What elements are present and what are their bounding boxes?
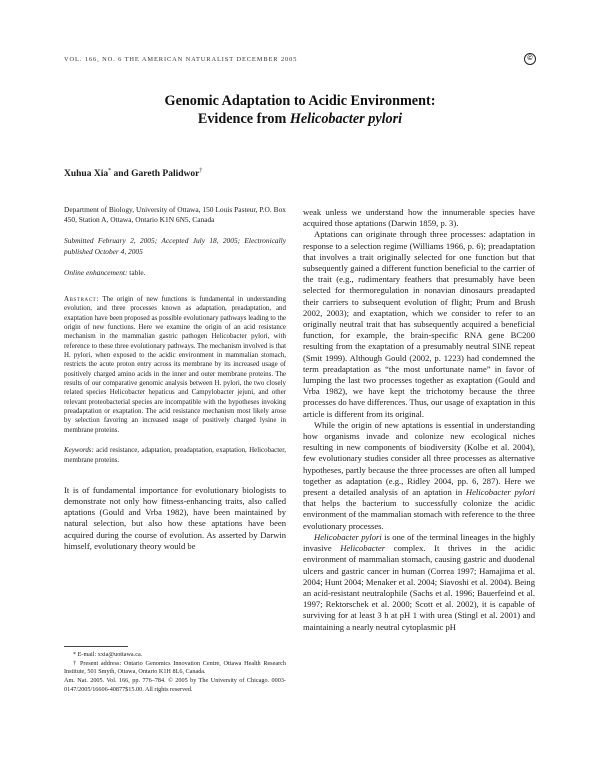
copyright-icon: ©: [524, 53, 536, 65]
authors: Xuhua Xia* and Gareth Palidwor†: [64, 168, 203, 180]
abstract-label: Abstract:: [64, 295, 99, 304]
keywords-text: acid resistance, adaptation, preadaptation, exaptation, Helicobacter, membrane proteins.: [64, 446, 286, 464]
body-paragraph-1: weak unless we understand how the innumerable species have acquired those aptations (Darwin 1859, p. 3).: [303, 207, 535, 229]
citation-line: Am. Nat. 2005. Vol. 166, pp. 776–784. © 2005 by The University of Chicago. 0003-0147/2005/16606-40877$15.00. All rights reserved.: [64, 677, 286, 693]
footnote-divider: [64, 646, 128, 647]
right-column: [303, 207, 535, 633]
author-1-mark: *: [108, 168, 112, 174]
author-1: Xuhua Xia: [64, 169, 109, 180]
page-header: [64, 56, 536, 70]
article-title: [80, 92, 520, 128]
footnote-email: * E-mail: xxia@uottawa.ca.: [73, 651, 143, 658]
body-paragraph-3: While the origin of new aptations is essential in understanding how organisms invade and colonize new ecological niches resulting in new components of biodiversity (Kolbe et al. 2004), few evolutionary studies consider all three processes as alternative hypotheses, partly because the three processes are often all lumped together as adaptation (e.g., Ridley 2004, pp. 6, 287). Here we present a detailed analysis of an aptation in Helicobacter pylori that helps the bacterium to successfully colonize the acidic environment of the mammalian stomach with reference to the three evolutionary processes.: [303, 419, 535, 531]
title-species: Helicobacter pylori: [289, 111, 403, 127]
footnotes: [64, 646, 286, 695]
intro-paragraph: It is of fundamental importance for evolutionary biologists to demonstrate not only how fitness-enhancing traits, also called aptations (Gould and Vrba 1982), have been maintained by natural selection, but also how these aptations have been acquired during the course of evolution. As asserted by Darwin himself, evolutionary theory would be: [64, 484, 286, 551]
left-column: [64, 205, 286, 552]
body-paragraph-2: Aptations can originate through three processes: adaptation in response to a selection regime (Williams 1966, p. 6); preadaptation that involves a trait originally selected for one function but that subsequently gained a different function beneficial to the carrier of the trait (e.g., rudimentary feathers that presumably have been selected for thermoregulation in nonavian dinosaurs preadapted their carriers to subsequent evolution of flight; Prum and Brush 2002, 2003); and exaptation, which we consider to refer to an originally neutral trait that has subsequently acquired a beneficial function, for example, the brain-specific RNA gene BC200 resulting from the exaptation of a presumably neutral SINE repeat (Smit 1999). Although Gould (2002, p. 1223) had condemned the term preadaptation as “the most unfortunate name” in favor of lumping the last two processes together as exaptation (Gould and Vrba 1982), we have kept the trichotomy because the three processes do have differences. Thus, our usage of exaptation in this article is different from its original.: [303, 229, 535, 419]
online-enhancement: Online enhancement: table.: [64, 267, 146, 277]
running-head: VOL. 166, NO. 6 THE AMERICAN NATURALIST DECEMBER 2005: [64, 56, 298, 63]
abstract-text: The origin of new functions is fundamental in understanding evolution, and three processes known as adaptation, preadaptation, and exaptation have been proposed as possible evolutionary pathways leading to the origin of new functions. Here we examine the origin of an acid resistance mechanism in the mammalian gastric pathogen Helicobacter pylori, with reference to these three evolutionary pathways. The mechanism involved is that H. pylori, when exposed to the acidic environment in mammalian stomach, restricts the acute proton entry across its membrane by its increased usage of positively charged amino acids in the inner and outer membrane proteins. The results of our comparative genomic analysis between H. pylori, the two closely related species Helicobacter hepaticus and Campylobacter jejuni, and other relevant proteobacterial species are incompatible with the hypotheses invoking preadaptation or exaptation. The acid resistance mechanism most likely arose by selection favoring an increased usage of positively charged lysine in membrane proteins.: [64, 295, 286, 434]
title-line-2: Evidence from Helicobacter pylori: [197, 111, 403, 127]
submission-dates: Submitted February 2, 2005; Accepted July 18, 2005; Electronically published October 4, 2005: [64, 236, 286, 256]
affiliation: Department of Biology, University of Ottawa, 150 Louis Pasteur, P.O. Box 450, Station A, Ottawa, Ontario K1N 6N5, Canada: [64, 205, 286, 225]
keywords-label: Keywords:: [64, 446, 94, 455]
abstract: [64, 295, 286, 435]
footnote-address: † Present address: Ontario Genomics Innovation Centre, Ottawa Health Research Institute, 501 Smyth, Ottawa, Ontario K1H 8L6, Canada.: [64, 659, 286, 676]
author-2: Gareth Palidwor: [131, 169, 200, 180]
keywords: [64, 446, 286, 465]
author-2-mark: †: [199, 168, 203, 174]
title-line-1: Genomic Adaptation to Acidic Environment:: [164, 93, 436, 109]
body-paragraph-4: Helicobacter pylori is one of the terminal lineages in the highly invasive Helicobacter complex. It thrives in the acidic environment of mammalian stomach, causing gastric and duodenal ulcers and gastric cancer in human (Correa 1997; Hamajima et al. 2004; Hunt 2004; Menaker et al. 2004; Siavoshi et al. 2004). Being an acid-resistant neutralophile (Sachs et al. 1996; Bauerfeind et al. 1997; Rektorschek et al. 2000; Scott et al. 2002), it is capable of surviving for at least 3 h at pH 1 with urea (Stingl et al. 2001) and maintaining a nearly neutral cytoplasmic pH: [303, 531, 536, 632]
